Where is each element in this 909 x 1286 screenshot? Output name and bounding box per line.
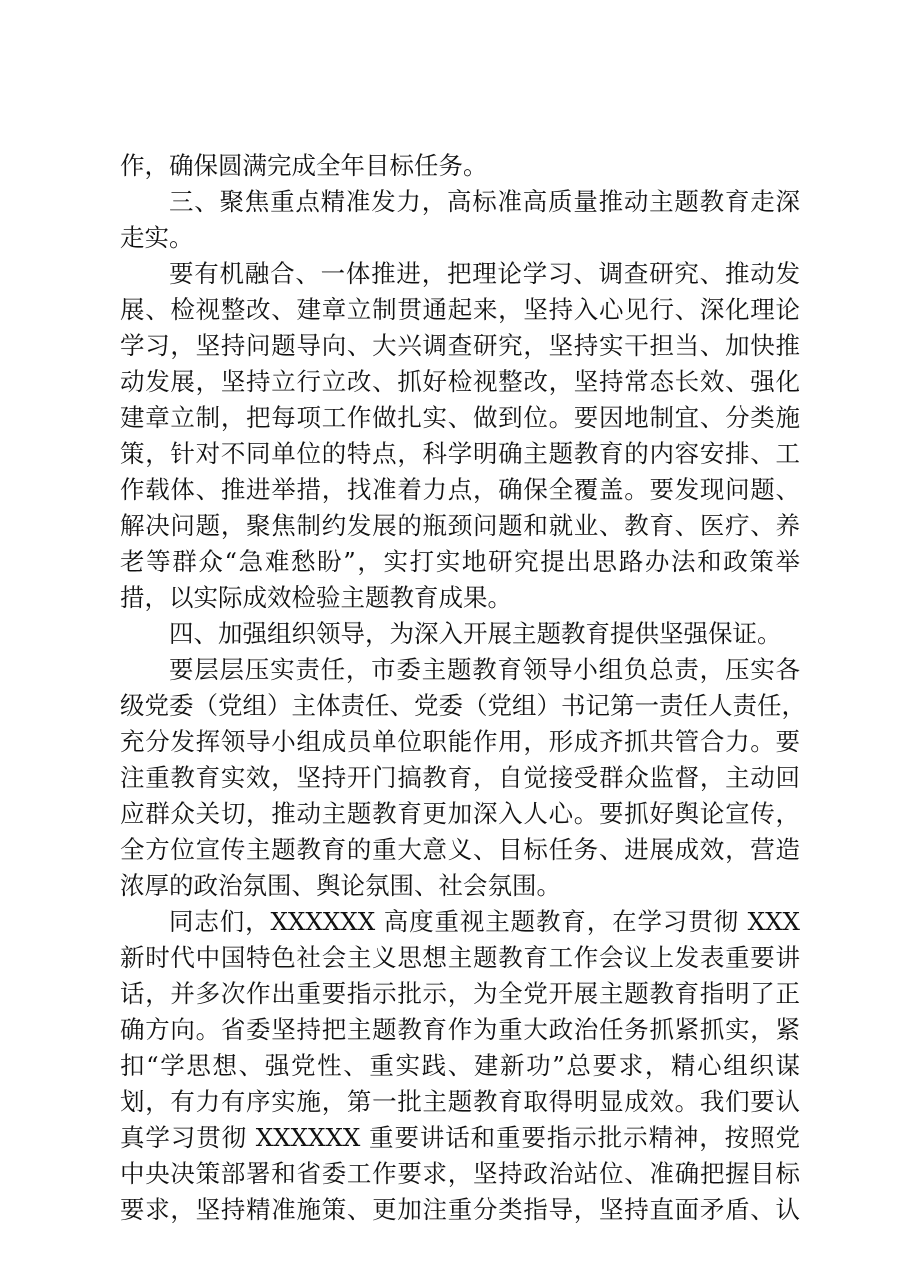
text-line: 策，针对不同单位的特点，科学明确主题教育的内容安排、工 — [120, 439, 800, 468]
text-line: 确方向。省委坚持把主题教育作为重大政治任务抓紧抓实，紧 — [120, 1015, 800, 1044]
text-line: 中央决策部署和省委工作要求，坚持政治站位、准确把握目标 — [120, 1159, 800, 1188]
text-line: 三、聚焦重点精准发力，高标准高质量推动主题教育走深 — [169, 187, 800, 216]
text-line: 建章立制，把每项工作做扎实、做到位。要因地制宜、分类施 — [120, 403, 800, 432]
text-line: 扣“学思想、强党性、重实践、建新功”总要求，精心组织谋 — [120, 1051, 800, 1080]
text-line: 应群众关切，推动主题教育更加深入人心。要抓好舆论宣传， — [120, 799, 800, 828]
text-line: 作载体、推进举措，找准着力点，确保全覆盖。要发现问题、 — [120, 475, 800, 504]
text-line: 要求，坚持精准施策、更加注重分类指导，坚持直面矛盾、认 — [120, 1195, 800, 1224]
text-line: 级党委（党组）主体责任、党委（党组）书记第一责任人责任， — [120, 691, 806, 720]
text-line: 措，以实际成效检验主题教育成果。 — [120, 583, 512, 612]
text-line: 注重教育实效，坚持开门搞教育，自觉接受群众监督，主动回 — [120, 763, 800, 792]
text-line: 同志们，XXXXXX 高度重视主题教育，在学习贯彻 XXX — [169, 907, 800, 936]
text-line: 展、检视整改、建章立制贯通起来，坚持入心见行、深化理论 — [120, 295, 800, 324]
text-line: 四、加强组织领导，为深入开展主题教育提供坚强保证。 — [169, 619, 782, 648]
text-line: 老等群众“急难愁盼”，实打实地研究提出思路办法和政策举 — [120, 547, 800, 576]
text-line: 浓厚的政治氛围、舆论氛围、社会氛围。 — [120, 871, 561, 900]
text-line: 充分发挥领导小组成员单位职能作用，形成齐抓共管合力。要 — [120, 727, 800, 756]
text-line: 解决问题，聚焦制约发展的瓶颈问题和就业、教育、医疗、养 — [120, 511, 800, 540]
text-line: 要层层压实责任，市委主题教育领导小组负总责，压实各 — [169, 655, 800, 684]
text-line: 真学习贯彻 XXXXXX 重要讲话和重要指示批示精神，按照党 — [120, 1123, 800, 1152]
text-line: 划，有力有序实施，第一批主题教育取得明显成效。我们要认 — [120, 1087, 800, 1116]
text-line: 要有机融合、一体推进，把理论学习、调查研究、推动发 — [169, 259, 800, 288]
text-line: 全方位宣传主题教育的重大意义、目标任务、进展成效，营造 — [120, 835, 800, 864]
document-body — [120, 148, 806, 1228]
text-line: 话，并多次作出重要指示批示，为全党开展主题教育指明了正 — [120, 979, 800, 1008]
text-line: 学习，坚持问题导向、大兴调查研究，坚持实干担当、加快推 — [120, 331, 800, 360]
text-line: 新时代中国特色社会主义思想主题教育工作会议上发表重要讲 — [120, 943, 800, 972]
text-line: 动发展，坚持立行立改、抓好检视整改，坚持常态长效、强化 — [120, 367, 800, 396]
text-line: 作，确保圆满完成全年目标任务。 — [120, 151, 488, 180]
text-line: 走实。 — [120, 223, 194, 252]
